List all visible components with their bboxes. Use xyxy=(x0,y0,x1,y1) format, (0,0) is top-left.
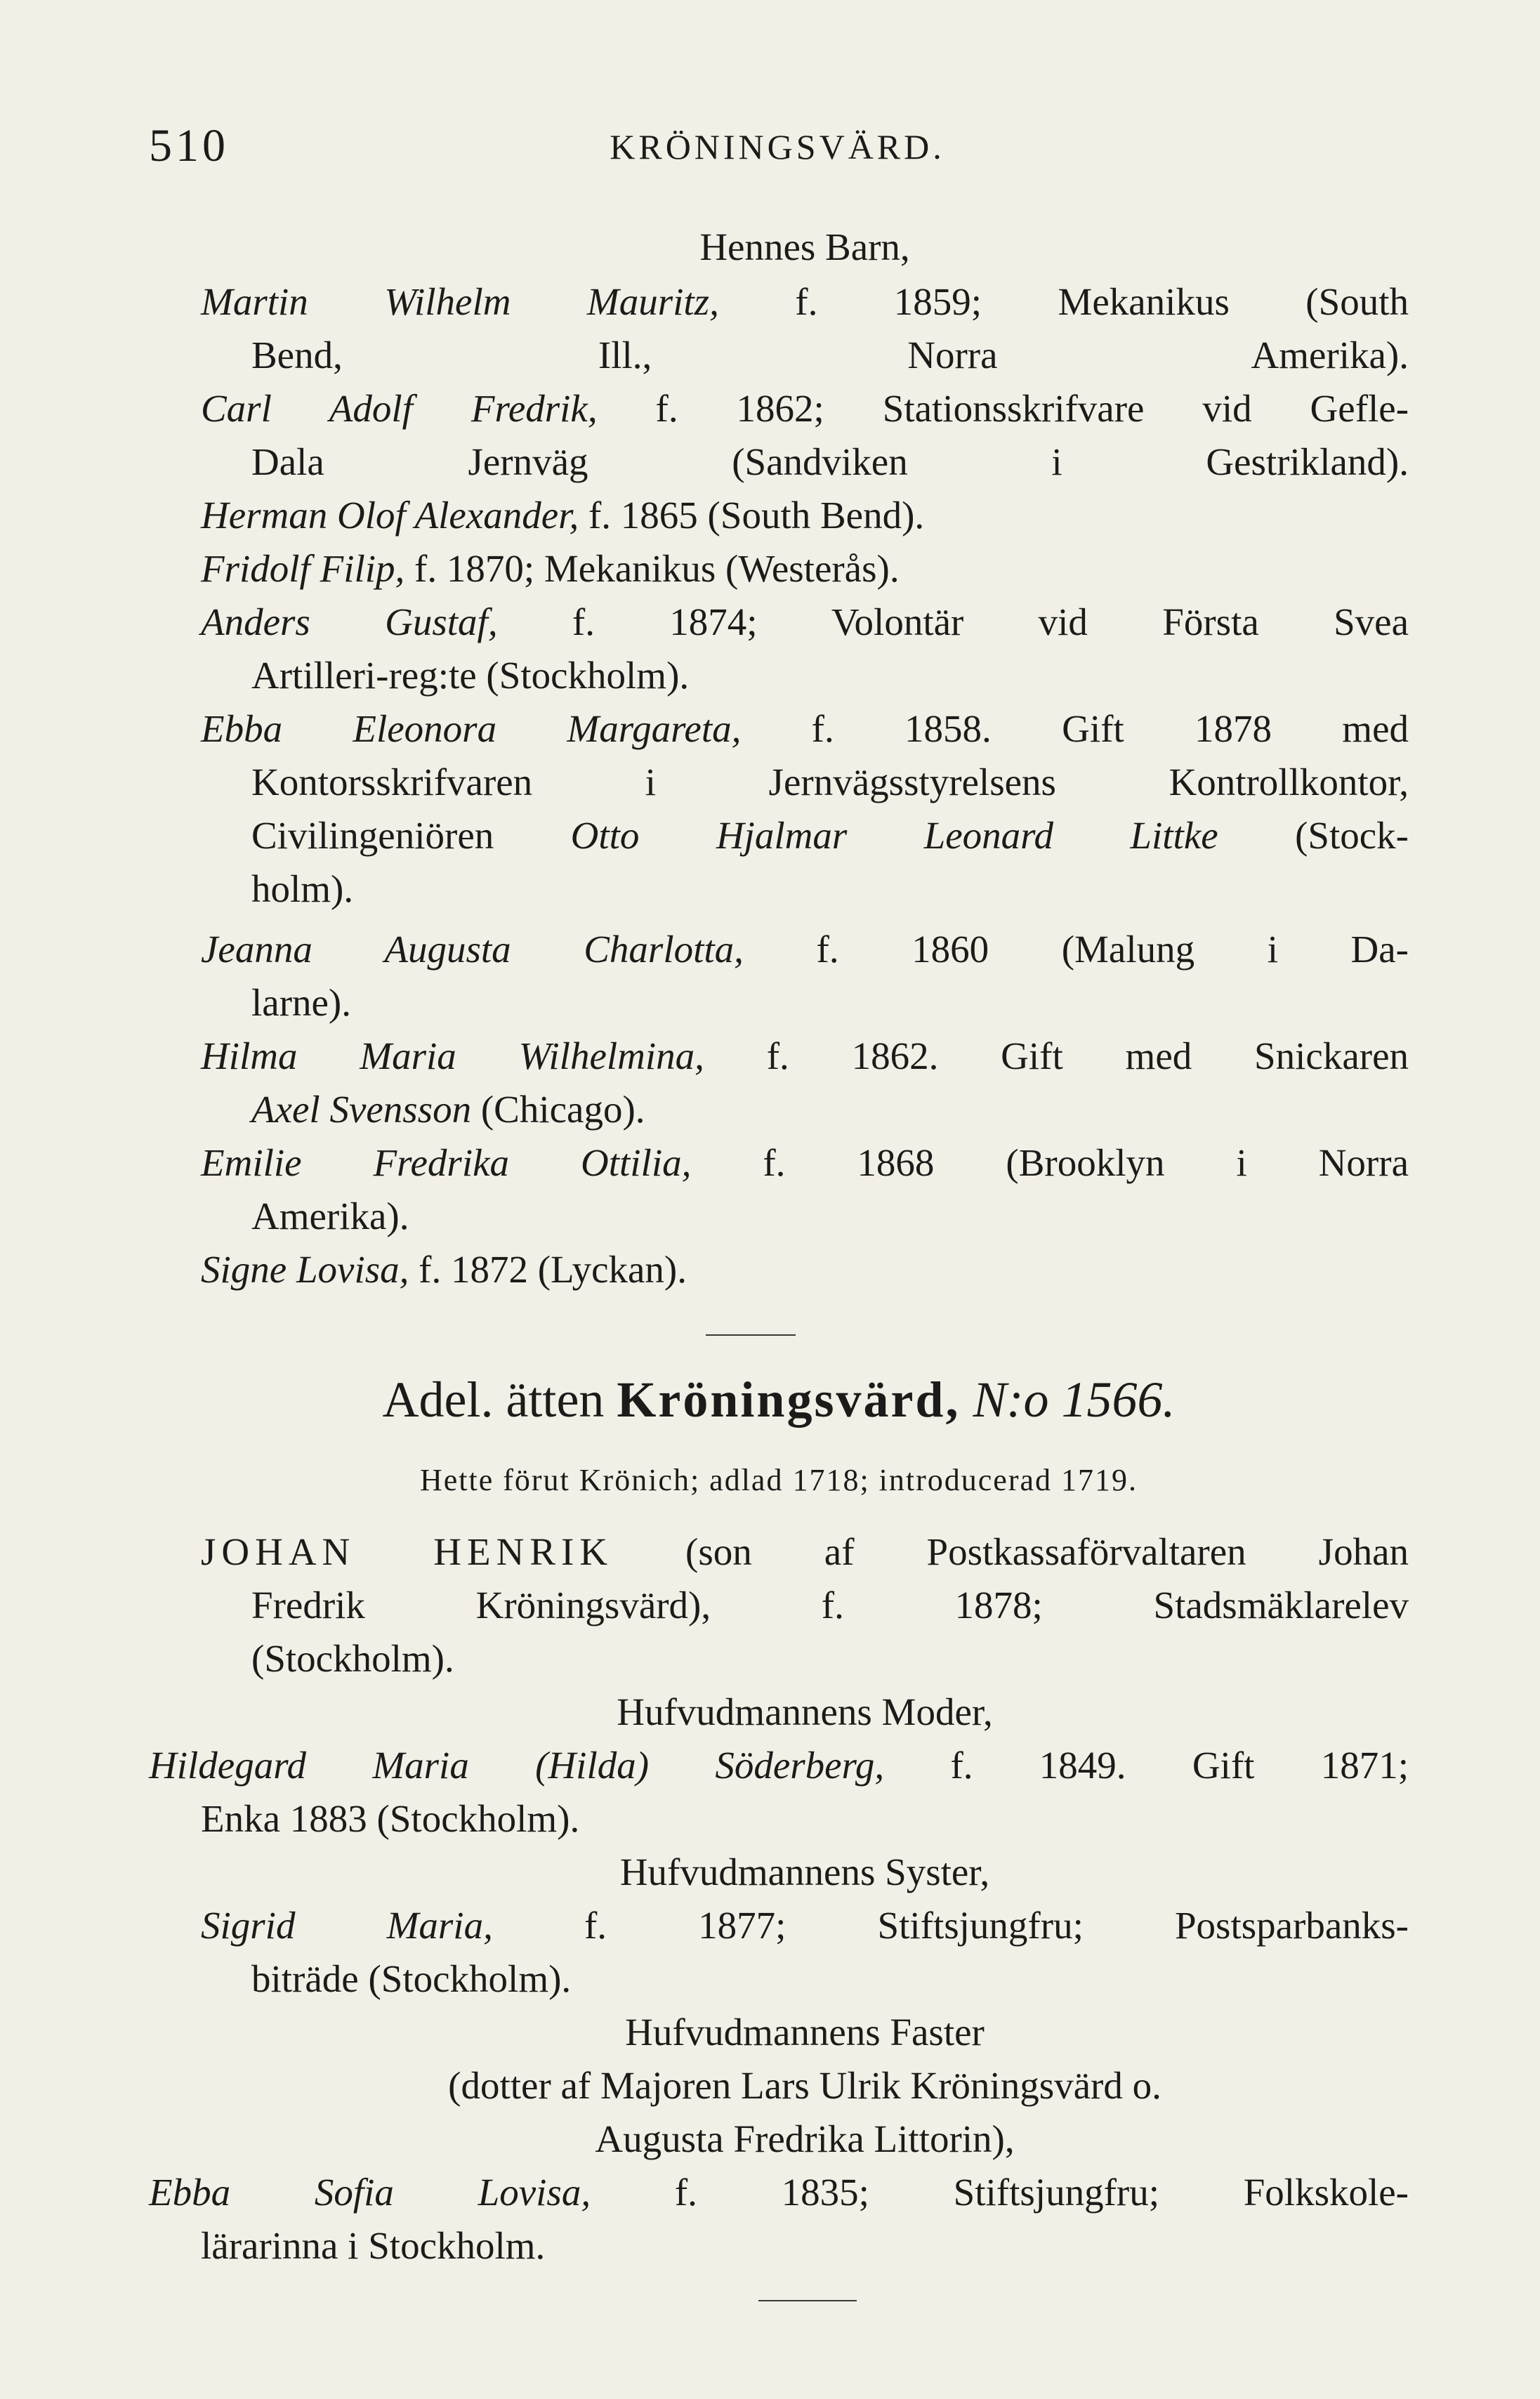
end-divider xyxy=(758,2300,857,2301)
child-details: f. 1872 (Lyckan). xyxy=(409,1248,687,1291)
sister-details: f. 1877; Stiftsjungfru; Postsparbanks- xyxy=(492,1904,1409,1947)
section-divider xyxy=(706,1334,796,1336)
child-entry-8 xyxy=(201,1032,1409,1080)
child-details: f. 1858. Gift 1878 med xyxy=(741,707,1409,750)
child-details: f. 1859; Mekanikus (South xyxy=(718,280,1409,323)
head-details: (son af Postkassaförvaltaren Johan xyxy=(613,1530,1409,1573)
child-entry-10 xyxy=(201,1246,1409,1294)
mother-entry-cont: Enka 1883 (Stockholm). xyxy=(201,1797,580,1840)
child-entry-6-cont-3: holm). xyxy=(251,867,354,910)
child-entry-1 xyxy=(201,278,1409,326)
spouse-name: Otto Hjalmar Leonard Littke xyxy=(570,814,1218,857)
child-name: Jeanna Augusta Charlotta, xyxy=(201,928,744,971)
child-name: Anders Gustaf, xyxy=(201,600,498,643)
child-entry-7-cont: larne). xyxy=(251,981,351,1024)
aunt-heading: Hufvudmannens Faster xyxy=(625,2011,985,2053)
child-name: Martin Wilhelm Mauritz, xyxy=(201,280,719,323)
spouse-place: (Stock- xyxy=(1218,814,1409,857)
mother-name: Hildegard Maria (Hilda) Söderberg, xyxy=(149,1744,885,1787)
sister-entry-cont: biträde (Stockholm). xyxy=(251,1957,572,2000)
child-entry-6 xyxy=(201,705,1409,753)
child-details: f. 1870; Mekanikus (Westerås). xyxy=(404,547,900,590)
child-details: f. 1862. Gift med Snickaren xyxy=(704,1034,1409,1077)
child-entry-7 xyxy=(201,926,1409,973)
aunt-parentage-1: (dotter af Majoren Lars Ulrik Kröningsvärd o. xyxy=(448,2064,1161,2107)
aunt-name: Ebba Sofia Lovisa, xyxy=(149,2171,591,2214)
child-entry-4 xyxy=(201,545,1409,593)
child-name: Emilie Fredrika Ottilia, xyxy=(201,1141,692,1184)
child-entry-2-cont: Dala Jernväg (Sandviken i Gestrikland). xyxy=(251,440,1409,483)
running-title: KRÖNINGSVÄRD. xyxy=(610,127,945,166)
mother-heading: Hufvudmannens Moder, xyxy=(617,1690,993,1733)
child-name: Herman Olof Alexander, xyxy=(201,494,579,537)
child-entry-6-cont-1: Kontorsskrifvaren i Jernvägsstyrelsens Kontrollkontor, xyxy=(251,761,1409,803)
family-title xyxy=(149,1368,1409,1431)
child-entry-3 xyxy=(201,492,1409,539)
mother-entry xyxy=(149,1742,1409,1789)
child-name: Ebba Eleonora Margareta, xyxy=(201,707,742,750)
spouse-name: Axel Svensson xyxy=(251,1088,472,1131)
child-details: f. 1860 (Malung i Da- xyxy=(743,928,1409,971)
child-name: Fridolf Filip, xyxy=(201,547,405,590)
child-entry-6-cont-2 xyxy=(251,812,1409,860)
child-details: f. 1862; Stationsskrifvare vid Gefle- xyxy=(597,387,1409,430)
family-name: Kröningsvärd, xyxy=(617,1372,961,1428)
aunt-details: f. 1835; Stiftsjungfru; Folkskole- xyxy=(591,2171,1409,2214)
head-of-family-cont-2: (Stockholm). xyxy=(251,1637,454,1680)
spouse-place: (Chicago). xyxy=(471,1088,645,1131)
child-entry-1-cont: Bend, Ill., Norra Amerika). xyxy=(251,334,1409,376)
child-details: f. 1865 (South Bend). xyxy=(579,494,925,537)
sister-name: Sigrid Maria, xyxy=(201,1904,493,1947)
spouse-title: Civilingeniören xyxy=(251,814,571,857)
child-entry-5-cont: Artilleri-reg:te (Stockholm). xyxy=(251,654,690,697)
sister-entry xyxy=(201,1902,1409,1950)
page-header xyxy=(149,119,1406,176)
aunt-entry xyxy=(149,2169,1409,2216)
mother-details: f. 1849. Gift 1871; xyxy=(884,1744,1409,1787)
child-details: f. 1868 (Brooklyn i Norra xyxy=(691,1141,1409,1184)
head-of-family-entry xyxy=(201,1528,1409,1576)
child-name: Signe Lovisa, xyxy=(201,1248,409,1291)
child-details: f. 1874; Volontär vid Första Svea xyxy=(497,600,1409,643)
family-title-prefix: Adel. ätten xyxy=(382,1372,617,1428)
page-number: 510 xyxy=(149,120,229,171)
head-of-family-cont-1: Fredrik Kröningsvärd), f. 1878; Stadsmäklarelev xyxy=(251,1584,1409,1626)
child-name: Hilma Maria Wilhelmina, xyxy=(201,1034,704,1077)
child-entry-9 xyxy=(201,1139,1409,1187)
child-name: Carl Adolf Fredrik, xyxy=(201,387,598,430)
section-heading-children: Hennes Barn, xyxy=(699,225,910,268)
head-name: JOHAN HENRIK xyxy=(201,1530,614,1573)
child-entry-2 xyxy=(201,385,1409,433)
child-entry-5 xyxy=(201,598,1409,646)
family-subtitle: Hette förut Krönich; adlad 1718; introducerad 1719. xyxy=(419,1463,1138,1497)
child-entry-9-cont: Amerika). xyxy=(251,1195,409,1237)
aunt-entry-cont: lärarinna i Stockholm. xyxy=(201,2224,546,2267)
child-entry-8-cont xyxy=(251,1086,1409,1133)
aunt-parentage-2: Augusta Fredrika Littorin), xyxy=(595,2117,1015,2160)
sister-heading: Hufvudmannens Syster, xyxy=(619,1851,990,1893)
family-number: N:o 1566. xyxy=(960,1372,1176,1428)
